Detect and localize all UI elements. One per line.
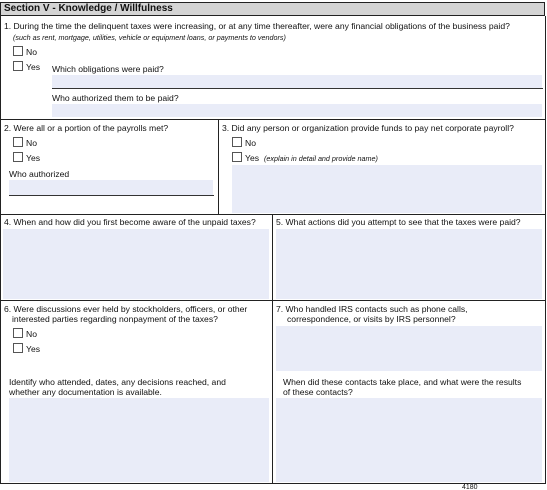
- q7-question-line2: correspondence, or visits by IRS personnel?: [287, 314, 456, 324]
- q2-yes-label: Yes: [26, 153, 41, 163]
- q6-question-line1: 6. Were discussions ever held by stockholders, officers, or other: [4, 304, 248, 314]
- q2-yes-checkbox[interactable]: [13, 152, 23, 162]
- q1-who-label: Who authorized them to be paid?: [52, 93, 179, 103]
- q7-handler-field[interactable]: [276, 326, 542, 371]
- q1-which-field[interactable]: [52, 75, 542, 88]
- q3-explain-field[interactable]: [232, 165, 542, 213]
- q4-question: 4. When and how did you first become aware of the unpaid taxes?: [4, 217, 256, 227]
- q2-question: 2. Were all or a portion of the payrolls met?: [4, 123, 169, 133]
- row1-divider: [0, 119, 546, 120]
- q4-answer-field[interactable]: [3, 229, 269, 299]
- q1-question: 1. During the time the delinquent taxes were increasing, or at any time thereafter, were any financial obligations of the business paid?: [4, 21, 510, 31]
- q1-yes-checkbox[interactable]: [13, 61, 23, 71]
- q3-no-checkbox[interactable]: [232, 137, 242, 147]
- q6-question-line2: interested parties regarding nonpayment of the taxes?: [12, 314, 218, 324]
- q2-who-field[interactable]: [9, 180, 213, 195]
- q7-when-field[interactable]: [276, 398, 542, 482]
- section-header: Section V - Knowledge / Willfulness: [0, 2, 545, 16]
- q5-question: 5. What actions did you attempt to see that the taxes were paid?: [276, 217, 521, 227]
- q7-question-line1: 7. Who handled IRS contacts such as phone calls,: [276, 304, 468, 314]
- q2-no-checkbox[interactable]: [13, 137, 23, 147]
- q1-which-underline: [52, 88, 543, 89]
- q2-no-label: No: [26, 138, 37, 148]
- q6-no-checkbox[interactable]: [13, 328, 23, 338]
- frame-left-border: [0, 16, 1, 484]
- footer-form-number: 4180: [462, 484, 478, 490]
- q2-who-label: Who authorized: [9, 169, 70, 179]
- q4-q5-divider: [272, 215, 273, 483]
- q1-note: (such as rent, mortgage, utilities, vehicle or equipment loans, or payments to vendors): [13, 33, 286, 42]
- q1-no-label: No: [26, 47, 37, 57]
- row2-divider: [0, 214, 546, 215]
- frame-right-border: [545, 16, 546, 484]
- q3-no-label: No: [245, 138, 256, 148]
- q1-who-field[interactable]: [52, 104, 542, 117]
- row3-divider: [0, 300, 546, 301]
- q7-when-line2: of these contacts?: [283, 387, 353, 397]
- q6-no-label: No: [26, 329, 37, 339]
- q3-yes-note: (explain in detail and provide name): [264, 154, 378, 163]
- q6-yes-checkbox[interactable]: [13, 343, 23, 353]
- q6-identify-line2: whether any documentation is available.: [9, 387, 162, 397]
- q6-yes-label: Yes: [26, 344, 41, 354]
- q1-which-label: Which obligations were paid?: [52, 64, 164, 74]
- q1-yes-label: Yes: [26, 62, 41, 72]
- q3-yes-checkbox[interactable]: [232, 152, 242, 162]
- q5-answer-field[interactable]: [276, 229, 542, 299]
- q7-when-line1: When did these contacts take place, and what were the results: [283, 377, 522, 387]
- q2-who-underline: [9, 195, 214, 196]
- q2-q3-divider: [218, 120, 219, 214]
- q1-no-checkbox[interactable]: [13, 46, 23, 56]
- q6-identify-field[interactable]: [9, 398, 269, 482]
- q3-yes-label: Yes: [245, 153, 260, 163]
- q6-identify-line1: Identify who attended, dates, any decisions reached, and: [9, 377, 226, 387]
- q3-question: 3. Did any person or organization provide funds to pay net corporate payroll?: [222, 123, 514, 133]
